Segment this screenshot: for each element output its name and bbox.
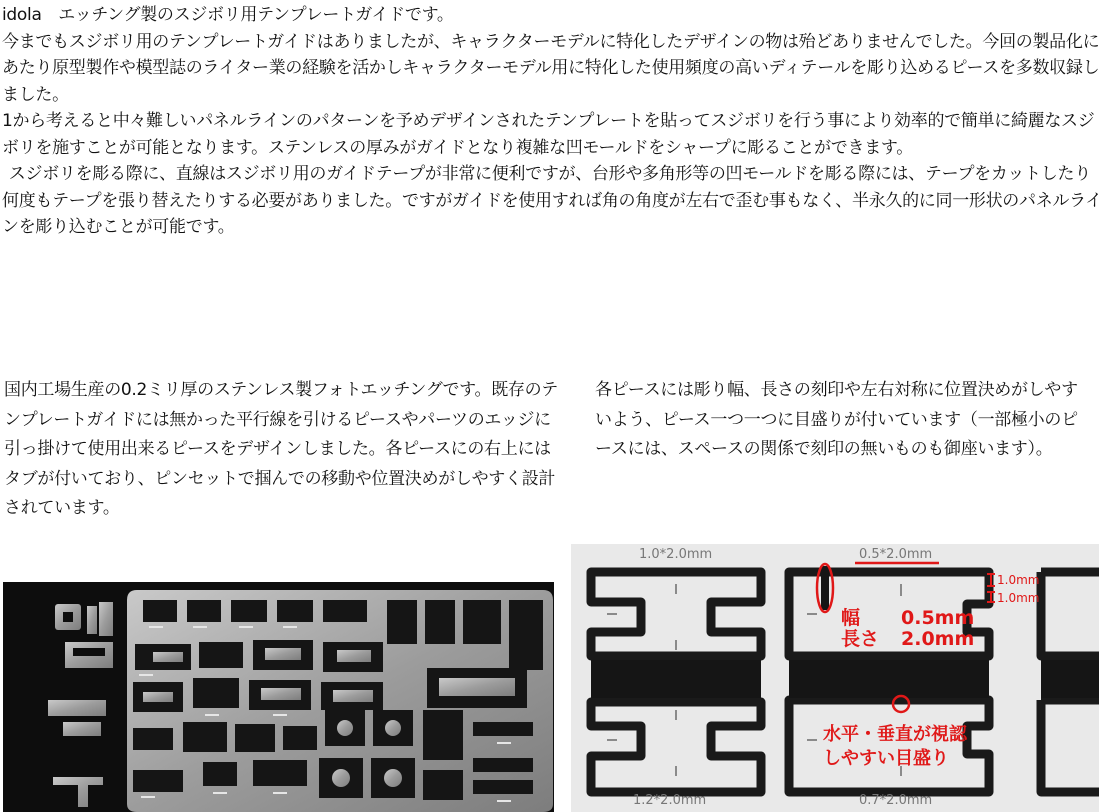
right-column-text: 各ピースには彫り幅、長さの刻印や左右対称に位置決めがしやすいよう、ピース一つ一つに目盛りが付いています（一部極小のピースには、スペースの関係で刻印の無いものも御座います）。 [595, 380, 1078, 459]
template-closeup-illustration [571, 544, 1099, 812]
size-label-top-center: 0.5*2.0mm [859, 547, 933, 562]
etching-sheet-illustration [3, 582, 554, 812]
left-column-text: 国内工場生産の0.2ミリ厚のステンレス製フォトエッチングです。既存のテンプレートガイドには無かった平行線を引けるピースやパーツのエッジに引っ掛けて使用出来るピースをデザインしました。各ピースにの右上にはタブが付いており、ピンセットで掴んでの移動や位置決めがしやすく設計されています。 [4, 380, 558, 518]
scale-note-line-2: しやすい目盛り [823, 748, 949, 769]
intro-paragraph-3: スジボリを彫る際に、直線はスジボリ用のガイドテープが非常に便利ですが、台形や多角形等の凹モールドを彫る際には、テープをカットしたり何度もテープを張り替えたりする必要がありました。ですがガイドを使用すれば角の角度が左右で歪む事もなく、半永久的に同一形状のパネルラインを彫り込むことが可能です。 [2, 164, 1102, 237]
tick-dimension-1: 1.0mm [997, 573, 1040, 587]
size-label-top-left: 1.0*2.0mm [639, 547, 713, 562]
width-label: 幅 [841, 607, 861, 629]
tick-dimension-2: 1.0mm [997, 591, 1040, 605]
intro-paragraph-2: 1から考えると中々難しいパネルラインのパターンを予めデザインされたテンプレートを貼ってスジボリを行う事により効率的で簡単に綺麗なスジボリを施すことが可能となります。ステンレスの厚みがガイドとなり複雑な凹モールドをシャープに彫ることができます。 [2, 111, 1095, 158]
size-label-bottom-center: 0.7*2.0mm [859, 793, 933, 808]
intro-paragraph-1: 今までもスジボリ用のテンプレートガイドはありましたが、キャラクターモデルに特化したデザインの物は殆どありませんでした。今回の製品化にあたり原型製作や模型誌のライター業の経験を活かしキャラクターモデル用に特化した使用頻度の高いディテールを彫り込めるピースを多数収録しました。 [2, 31, 1100, 105]
length-value: 2.0mm [901, 628, 975, 650]
etching-sheet-photo [3, 582, 554, 812]
length-label: 長さ [841, 628, 880, 650]
intro-text [2, 2, 1106, 241]
template-closeup-photo [571, 544, 1099, 812]
size-label-bottom-left: 1.2*2.0mm [633, 793, 707, 808]
scale-note-line-1: 水平・垂直が視認 [823, 724, 967, 745]
width-value: 0.5mm [901, 607, 975, 629]
intro-line-1: idola エッチング製のスジボリ用テンプレートガイドです。 [2, 5, 454, 25]
